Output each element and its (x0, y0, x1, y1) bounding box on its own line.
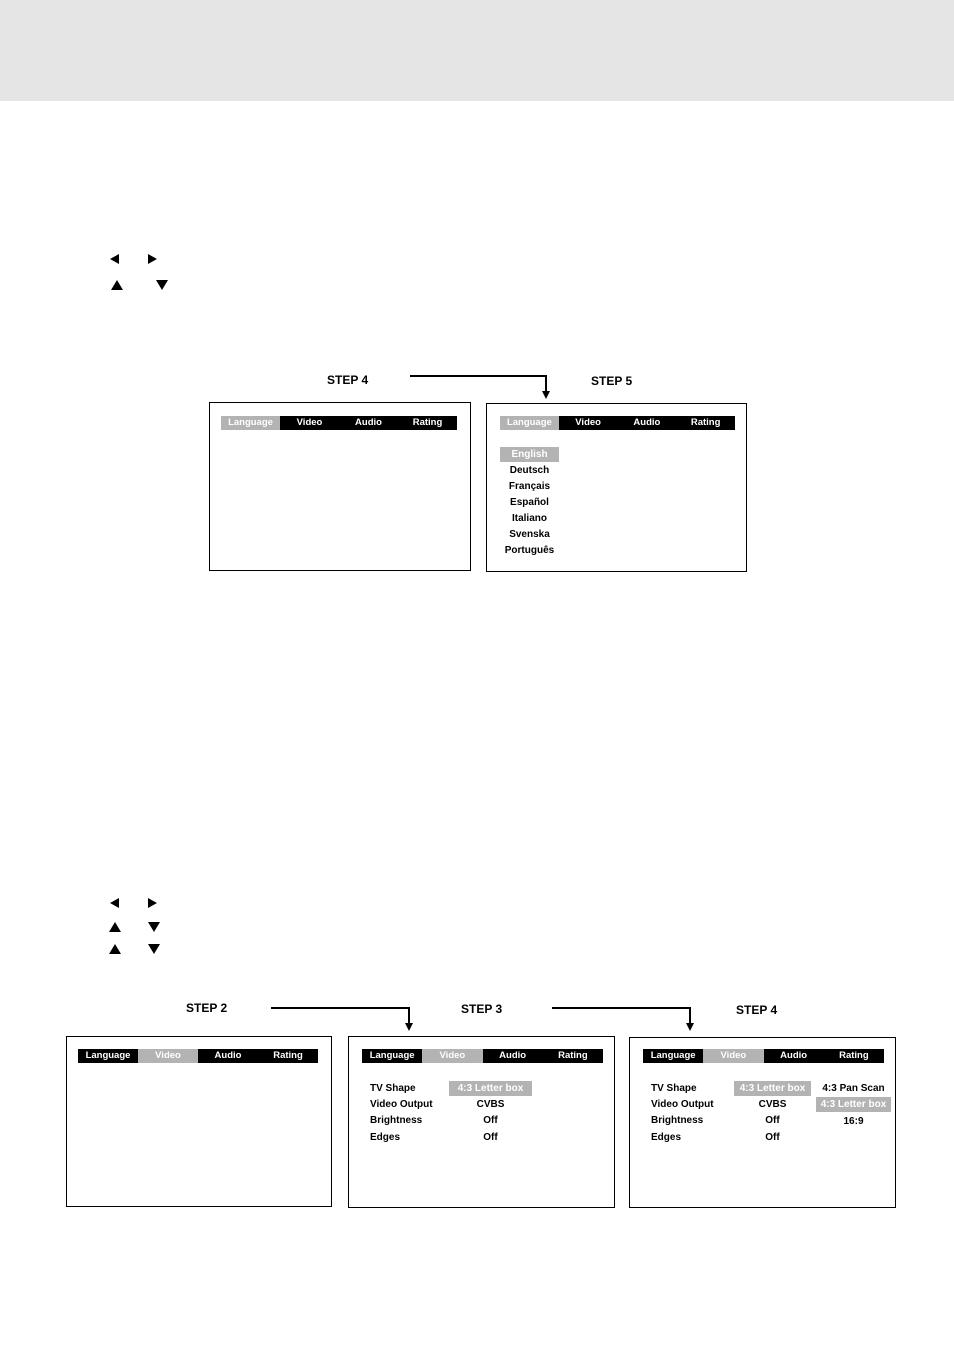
menu-screen-step-3 (348, 1036, 615, 1208)
menu-tab-bar (362, 1049, 603, 1063)
tab-audio[interactable]: Audio (780, 1050, 808, 1061)
step-connector-line (271, 1007, 410, 1025)
language-option-deutsch[interactable]: Deutsch (509, 465, 550, 476)
tab-audio[interactable]: Audio (633, 417, 661, 428)
left-arrow-icon (110, 898, 119, 908)
tab-video[interactable]: Video (296, 417, 323, 428)
step-5-label: STEP 5 (591, 374, 633, 388)
step-4-label: STEP 4 (327, 373, 369, 387)
tab-rating[interactable]: Rating (690, 417, 721, 428)
step-4-label: STEP 4 (736, 1003, 778, 1017)
setting-label-edges: Edges (651, 1132, 682, 1143)
tab-video[interactable]: Video (138, 1049, 198, 1063)
down-arrow-icon (148, 922, 160, 932)
setting-label-edges: Edges (370, 1132, 401, 1143)
right-arrow-icon (148, 254, 157, 264)
tab-rating[interactable]: Rating (273, 1050, 303, 1061)
step-connector-arrowhead (686, 1023, 694, 1031)
step-3-label: STEP 3 (461, 1002, 503, 1016)
language-option-espanol[interactable]: Español (510, 497, 549, 508)
up-arrow-icon (109, 944, 121, 954)
tab-audio[interactable]: Audio (214, 1050, 242, 1061)
tab-language[interactable]: Language (85, 1050, 131, 1061)
step-connector-arrowhead (405, 1023, 413, 1031)
up-arrow-icon (109, 922, 121, 932)
setting-value-tv-shape[interactable]: 4:3 Letter box (449, 1081, 532, 1096)
menu-tab-bar (221, 416, 457, 430)
step-connector-line (552, 1007, 691, 1025)
language-option-portugues[interactable]: Português (504, 545, 555, 556)
setting-value-edges[interactable]: Off (765, 1132, 780, 1143)
language-option-svenska[interactable]: Svenska (509, 529, 550, 540)
tab-video[interactable]: Video (703, 1049, 763, 1063)
menu-tab-bar (500, 416, 735, 430)
tab-audio[interactable]: Audio (355, 417, 382, 428)
header-band (0, 0, 954, 101)
tv-shape-option-16-9[interactable]: 16:9 (843, 1116, 864, 1127)
tab-language[interactable]: Language (650, 1050, 696, 1061)
tab-language[interactable]: Language (221, 416, 280, 430)
down-arrow-icon (156, 280, 168, 290)
setting-value-edges[interactable]: Off (483, 1132, 498, 1143)
tab-video[interactable]: Video (422, 1049, 482, 1063)
language-option-francais[interactable]: Français (508, 481, 551, 492)
down-arrow-icon (148, 944, 160, 954)
menu-screen-step-4-video (629, 1037, 896, 1208)
left-arrow-icon (110, 254, 119, 264)
language-option-english[interactable]: English (500, 447, 559, 462)
setting-value-brightness[interactable]: Off (765, 1115, 780, 1126)
right-arrow-icon (148, 898, 157, 908)
setting-label-video-output: Video Output (370, 1099, 433, 1110)
tab-rating[interactable]: Rating (412, 417, 443, 428)
step-connector-line (410, 375, 547, 394)
tab-video[interactable]: Video (575, 417, 601, 428)
menu-tab-bar (78, 1049, 318, 1063)
tab-rating[interactable]: Rating (839, 1050, 869, 1061)
menu-screen-step-2 (66, 1036, 332, 1207)
step-2-label: STEP 2 (186, 1001, 228, 1015)
tab-language[interactable]: Language (500, 416, 559, 430)
tv-shape-option-letter-box[interactable]: 4:3 Letter box (816, 1097, 891, 1112)
setting-label-tv-shape: TV Shape (651, 1083, 697, 1094)
setting-label-tv-shape: TV Shape (370, 1083, 416, 1094)
up-arrow-icon (111, 280, 123, 290)
setting-label-video-output: Video Output (651, 1099, 714, 1110)
setting-value-brightness[interactable]: Off (483, 1115, 498, 1126)
tab-audio[interactable]: Audio (499, 1050, 527, 1061)
step-connector-arrowhead (542, 391, 550, 399)
setting-value-video-output[interactable]: CVBS (758, 1099, 787, 1110)
tab-rating[interactable]: Rating (558, 1050, 588, 1061)
language-option-italiano[interactable]: Italiano (511, 513, 547, 524)
setting-label-brightness: Brightness (651, 1115, 704, 1126)
menu-tab-bar (643, 1049, 884, 1063)
setting-value-tv-shape[interactable]: 4:3 Letter box (734, 1081, 811, 1096)
tv-shape-option-pan-scan[interactable]: 4:3 Pan Scan (822, 1083, 885, 1094)
tab-language[interactable]: Language (369, 1050, 415, 1061)
setting-value-video-output[interactable]: CVBS (476, 1099, 505, 1110)
menu-screen-step-4 (209, 402, 471, 571)
menu-screen-step-5 (486, 403, 747, 572)
setting-label-brightness: Brightness (370, 1115, 423, 1126)
